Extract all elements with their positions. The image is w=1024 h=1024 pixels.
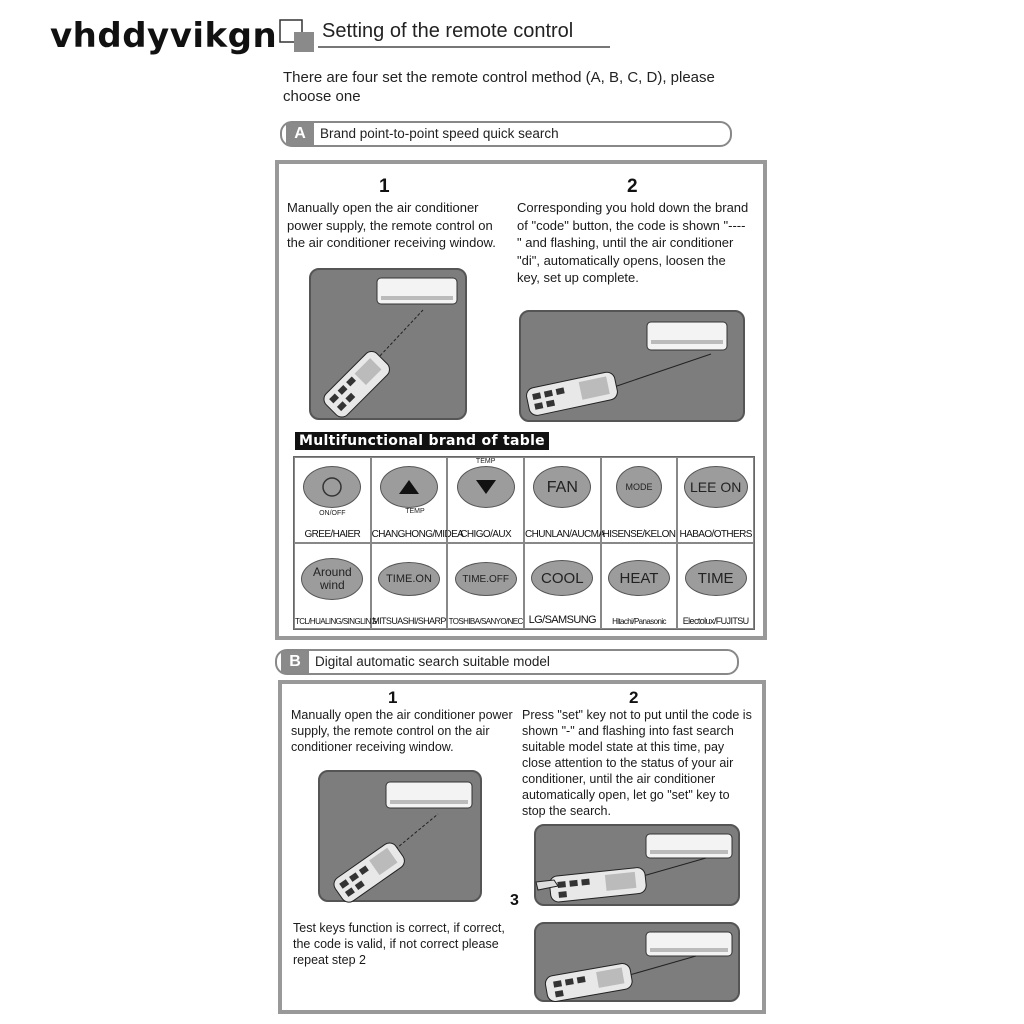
- step-2-number: 2: [627, 176, 638, 197]
- illustration-remote-to-ac: [318, 770, 482, 902]
- brand-cell: [601, 457, 678, 543]
- intro-text: There are four set the remote control method (A, B, C, D), please choose one: [283, 69, 715, 105]
- around-wind-key: Around wind: [301, 558, 363, 600]
- illustration-remote-to-ac: [309, 268, 467, 420]
- brand-cell: [371, 543, 448, 629]
- step-1-text: Manually open the air conditioner power supply, the remote control on the air conditioner receiving window.: [291, 708, 513, 754]
- brand-cell: [447, 457, 524, 543]
- section-b-label: Digital automatic search suitable model: [315, 654, 550, 669]
- fan-key: FAN: [533, 466, 591, 508]
- illustration-test-keys: [534, 922, 740, 1002]
- brand-label: TCL/HUALING/SINGLING: [295, 617, 377, 626]
- brand-label: TOSHIBA/SANYO/NEC: [448, 617, 523, 626]
- step-1-number: 1: [388, 688, 398, 707]
- brand-cell: [524, 457, 605, 543]
- brand-label: Hitachi/Panasonic: [612, 617, 666, 626]
- section-a-label: Brand point-to-point speed quick search: [320, 126, 559, 141]
- step-2-number: 2: [629, 688, 639, 707]
- brand-table-title: Multifunctional brand of table: [295, 432, 549, 450]
- brand-cell: [524, 543, 601, 629]
- brand-cell: [601, 543, 678, 629]
- test-keys-text: Test keys function is correct, if correct, the code is valid, if not correct please repeat step 2: [293, 921, 505, 967]
- brand-label: HABAO/OTHERS: [679, 529, 752, 540]
- section-checkbox-icon: [278, 18, 316, 54]
- mode-key: MODE: [616, 466, 662, 508]
- section-b-letter: B: [281, 651, 309, 673]
- section-b-header: [275, 649, 739, 675]
- cool-key: COOL: [531, 560, 593, 596]
- illustration-remote-to-ac-2: [519, 310, 745, 422]
- brand-label: CHANGHONG/MIDEA: [371, 529, 464, 540]
- power-key-icon: [303, 466, 361, 508]
- brand-cell: [294, 457, 371, 543]
- watermark: vhddyvikgn: [50, 16, 278, 56]
- temp-down-key-icon: [457, 466, 515, 508]
- brand-label: CHIGO/AUX: [460, 529, 512, 540]
- brand-cell: [677, 543, 754, 629]
- time-off-key: TIME.OFF: [455, 562, 517, 596]
- brand-cell: [677, 457, 754, 543]
- brand-label: HISENSE/KELON: [602, 529, 676, 540]
- brand-label: MITSUASHI/SHARP: [372, 616, 446, 626]
- step-2-text: Corresponding you hold down the brand of "code" button, the code is shown "----" and flashing, until the air conditioner "di", automatically opens, loosen the key, set up complete.: [517, 200, 749, 285]
- section-a-letter: A: [286, 123, 314, 145]
- brand-cell: [447, 543, 524, 629]
- lee-on-key: LEE ON: [684, 466, 748, 508]
- step-1-number: 1: [379, 176, 390, 197]
- brand-label: CHUNLAN/AUCMA: [524, 529, 605, 540]
- brand-label: LG/SAMSUNG: [528, 614, 596, 626]
- section-a-panel: [275, 160, 767, 640]
- temp-up-key-icon: [380, 466, 438, 508]
- brand-cell: [294, 543, 377, 629]
- brand-table: [293, 456, 755, 630]
- time-on-key: TIME.ON: [378, 562, 440, 596]
- title-underline: [318, 46, 610, 48]
- brand-cell: [371, 457, 464, 543]
- key-caption: ON/OFF: [319, 510, 346, 517]
- section-b-panel: [278, 680, 766, 1014]
- step-1-text: Manually open the air conditioner power supply, the remote control on the air conditioner receiving window.: [287, 200, 496, 250]
- section-a-header: [280, 121, 732, 147]
- step-3-number: 3: [510, 892, 519, 909]
- key-caption: TEMP: [475, 458, 496, 465]
- key-caption: TEMP: [405, 508, 425, 515]
- brand-label: GREE/HAIER: [304, 529, 361, 540]
- time-key: TIME: [685, 560, 747, 596]
- illustration-press-set-key: [534, 824, 740, 906]
- page-title: Setting of the remote control: [322, 20, 574, 42]
- heat-key: HEAT: [608, 560, 670, 596]
- brand-label: Electolux/FUJITSU: [682, 616, 749, 626]
- step-2-text: Press "set" key not to put until the code is shown "-" and flashing into fast search suitable model state at this time, pay close attention to the status of your air conditioner, until the air conditioner automatically open, let go "set" key to stop the search.: [522, 708, 752, 818]
